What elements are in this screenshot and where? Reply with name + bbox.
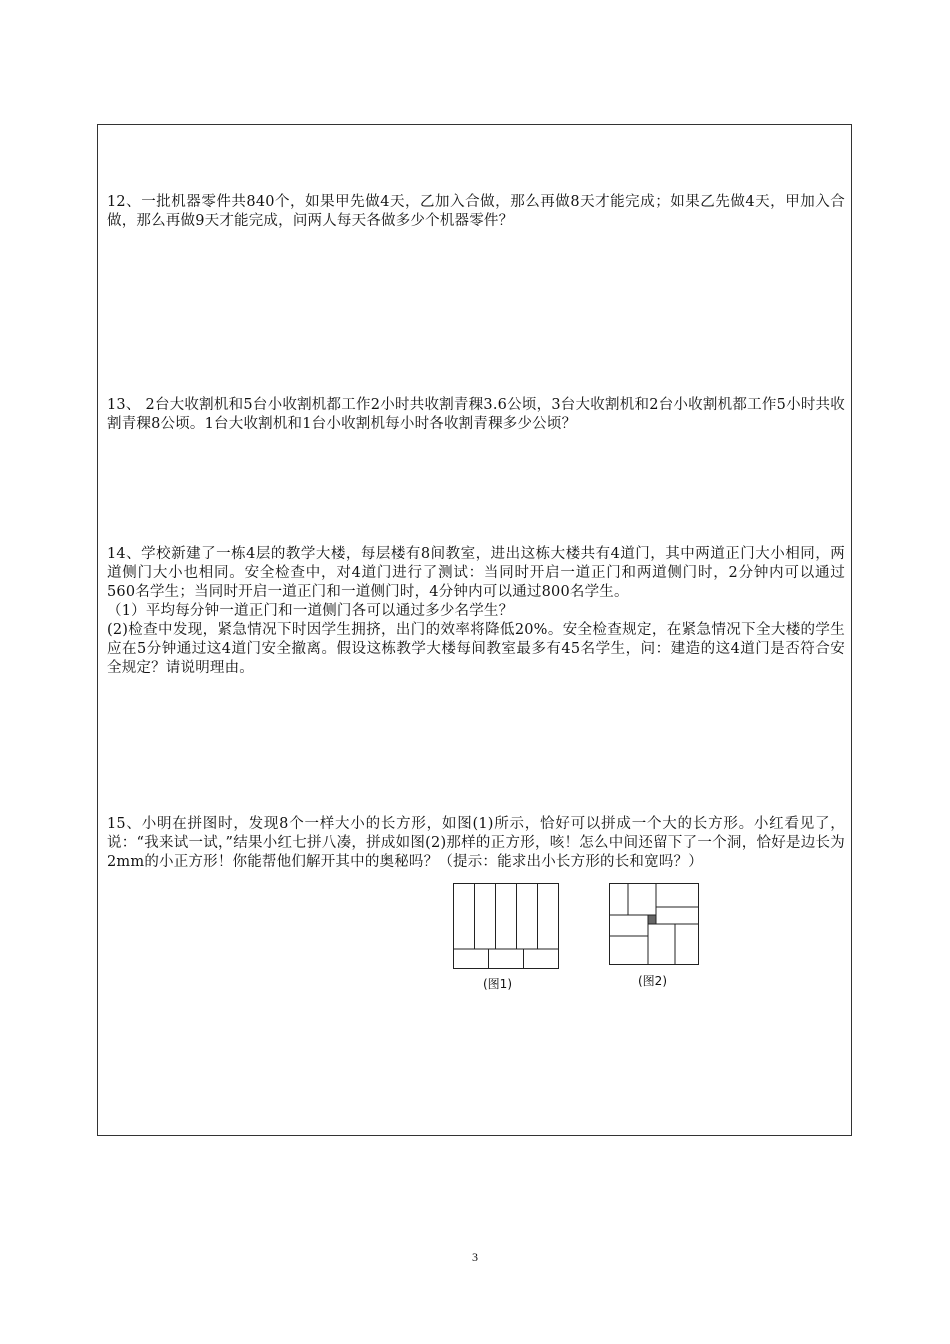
problem-15 — [107, 815, 845, 872]
problem-14-part-1: （1）平均每分钟一道正门和一道侧门各可以通过多少名学生？ — [107, 603, 514, 619]
figure-1-rectangle-tiling — [453, 883, 559, 969]
problem-14-intro: 14、学校新建了一栋4层的教学大楼，每层楼有8间教室，进出这栋大楼共有4道门，其中两道正门大小相同，两道侧门大小也相同。安全检查中，对4道门进行了测试：当同时开启一道正门和两道侧门时，2分钟内可以通过560名学生；当同时开启一道正门和一道侧门时，4分钟内可以通过800名学生。 — [107, 546, 845, 600]
page-number: 3 — [472, 1250, 478, 1264]
problem-12-text: 12、一批机器零件共840个，如果甲先做4天，乙加入合做，那么再做8天才能完成；如果乙先做4天，甲加入合做，那么再做9天才能完成，问两人每天各做多少个机器零件？ — [107, 194, 845, 229]
figure-2-square-with-hole — [609, 883, 699, 965]
problem-14-part-2: (2)检查中发现，紧急情况下时因学生拥挤，出门的效率将降低20%。安全检查规定，在紧急情况下全大楼的学生应在5分钟通过这4道门安全撤离。假设这栋教学大楼每间教室最多有45名学生，问：建造的这4道门是否符合安全规定？请说明理由。 — [107, 622, 845, 676]
center-hole-square — [648, 915, 656, 924]
figure-2-caption: (图2) — [638, 974, 667, 988]
figure-1-caption: (图1) — [483, 977, 512, 991]
problem-12 — [107, 193, 845, 231]
problem-13 — [107, 396, 845, 434]
problem-15-text: 15、小明在拼图时，发现8个一样大小的长方形，如图(1)所示，恰好可以拼成一个大的长方形。小红看见了，说：“我来试一试，”结果小红七拼八凑，拼成如图(2)那样的正方形，咳！怎么中间还留下了一个洞，恰好是边长为2mm的小正方形！你能帮他们解开其中的奥秘吗？（提示：能求出小长方形的长和宽吗？） — [107, 816, 845, 870]
problem-13-text: 13、 2台大收割机和5台小收割机都工作2小时共收割青稞3.6公顷，3台大收割机和2台小收割机都工作5小时共收割青稞8公顷。1台大收割机和1台小收割机每小时各收割青稞多少公顷？ — [107, 397, 845, 432]
problem-14 — [107, 545, 845, 678]
